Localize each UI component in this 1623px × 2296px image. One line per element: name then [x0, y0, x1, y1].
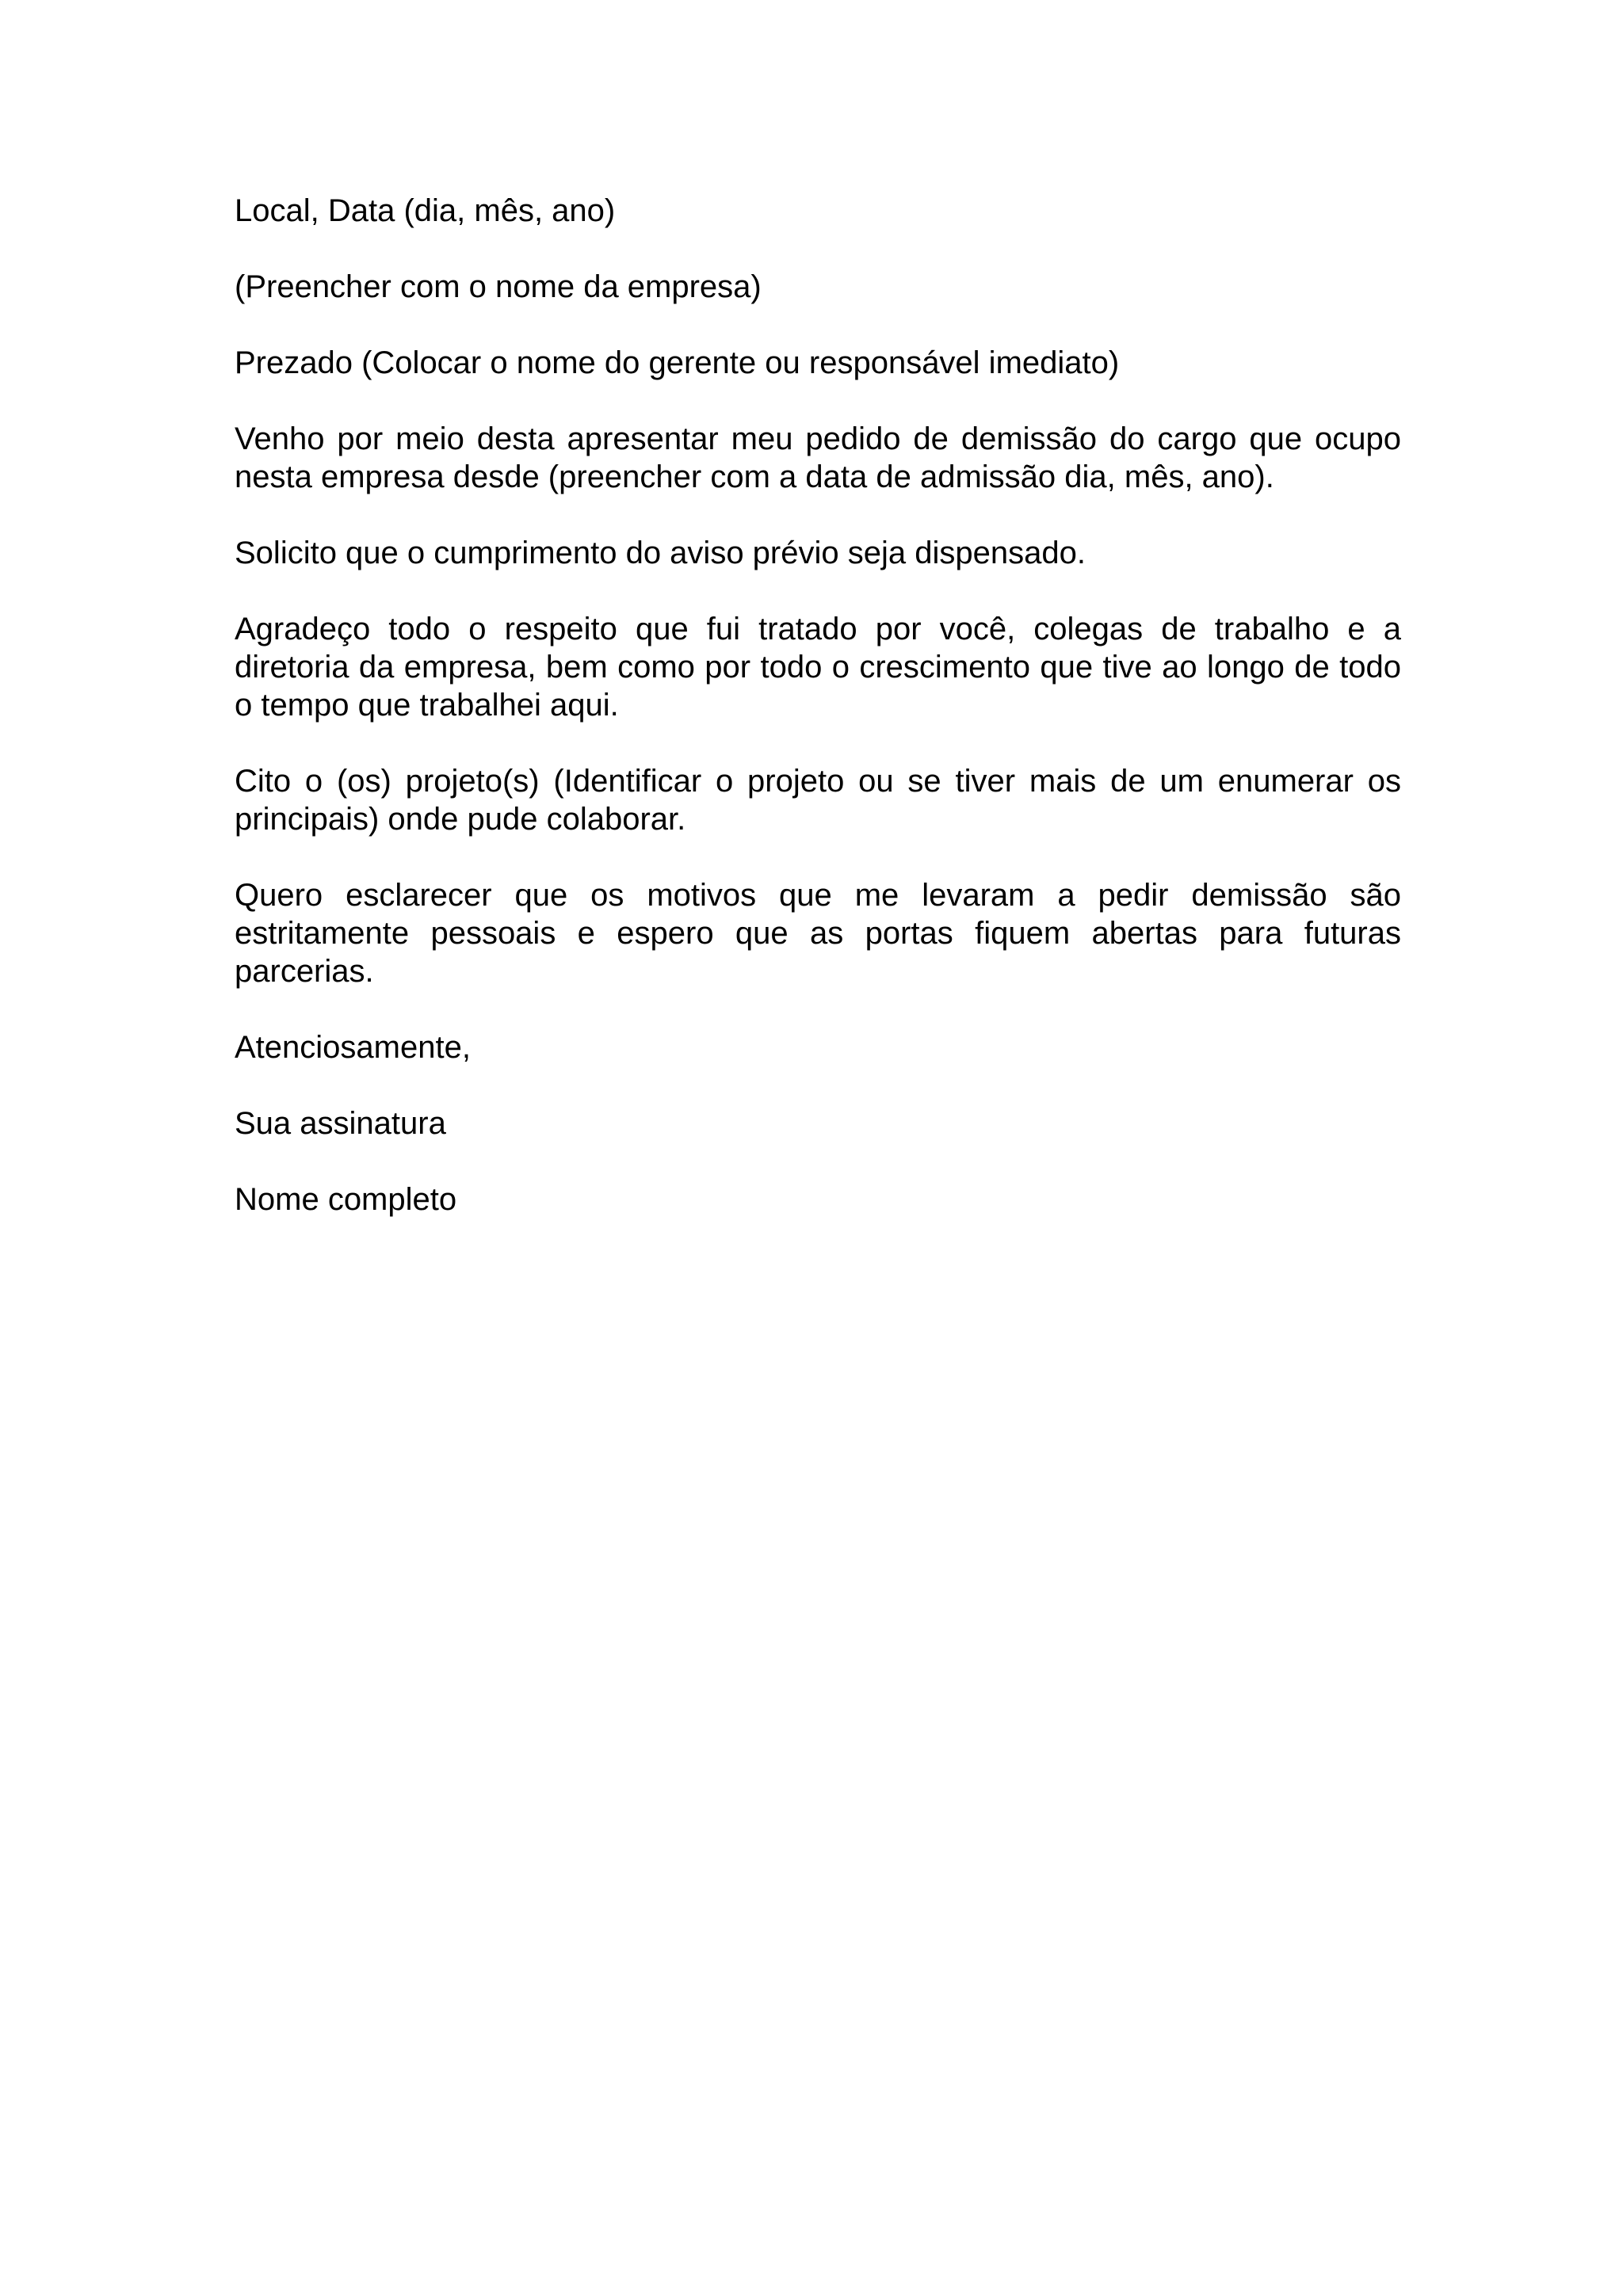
letter-page	[235, 192, 1401, 1257]
signature-line: Sua assinatura	[235, 1106, 446, 1141]
full-name-line: Nome completo	[235, 1182, 457, 1217]
greeting-line: Prezado (Colocar o nome do gerente ou responsável imediato)	[235, 345, 1120, 380]
gratitude-paragraph: Agradeço todo o respeito que fui tratado por você, colegas de trabalho e a diretoria da empresa, bem como por todo o crescimento que tive ao longo de todo o tempo que trabalhei aqui.	[235, 612, 1401, 723]
place-date-line: Local, Data (dia, mês, ano)	[235, 193, 616, 228]
closing-line: Atenciosamente,	[235, 1030, 471, 1065]
notice-waiver-paragraph: Solicito que o cumprimento do aviso prévio seja dispensado.	[235, 536, 1086, 570]
company-name-line: (Preencher com o nome da empresa)	[235, 269, 762, 304]
reasons-paragraph: Quero esclarecer que os motivos que me levaram a pedir demissão são estritamente pessoais e espero que as portas fiquem abertas para futuras parcerias.	[235, 878, 1401, 989]
projects-paragraph: Cito o (os) projeto(s) (Identificar o projeto ou se tiver mais de um enumerar os principais) onde pude colaborar.	[235, 764, 1401, 837]
resignation-paragraph: Venho por meio desta apresentar meu pedido de demissão do cargo que ocupo nesta empresa desde (preencher com a data de admissão dia, mês, ano).	[235, 421, 1401, 494]
